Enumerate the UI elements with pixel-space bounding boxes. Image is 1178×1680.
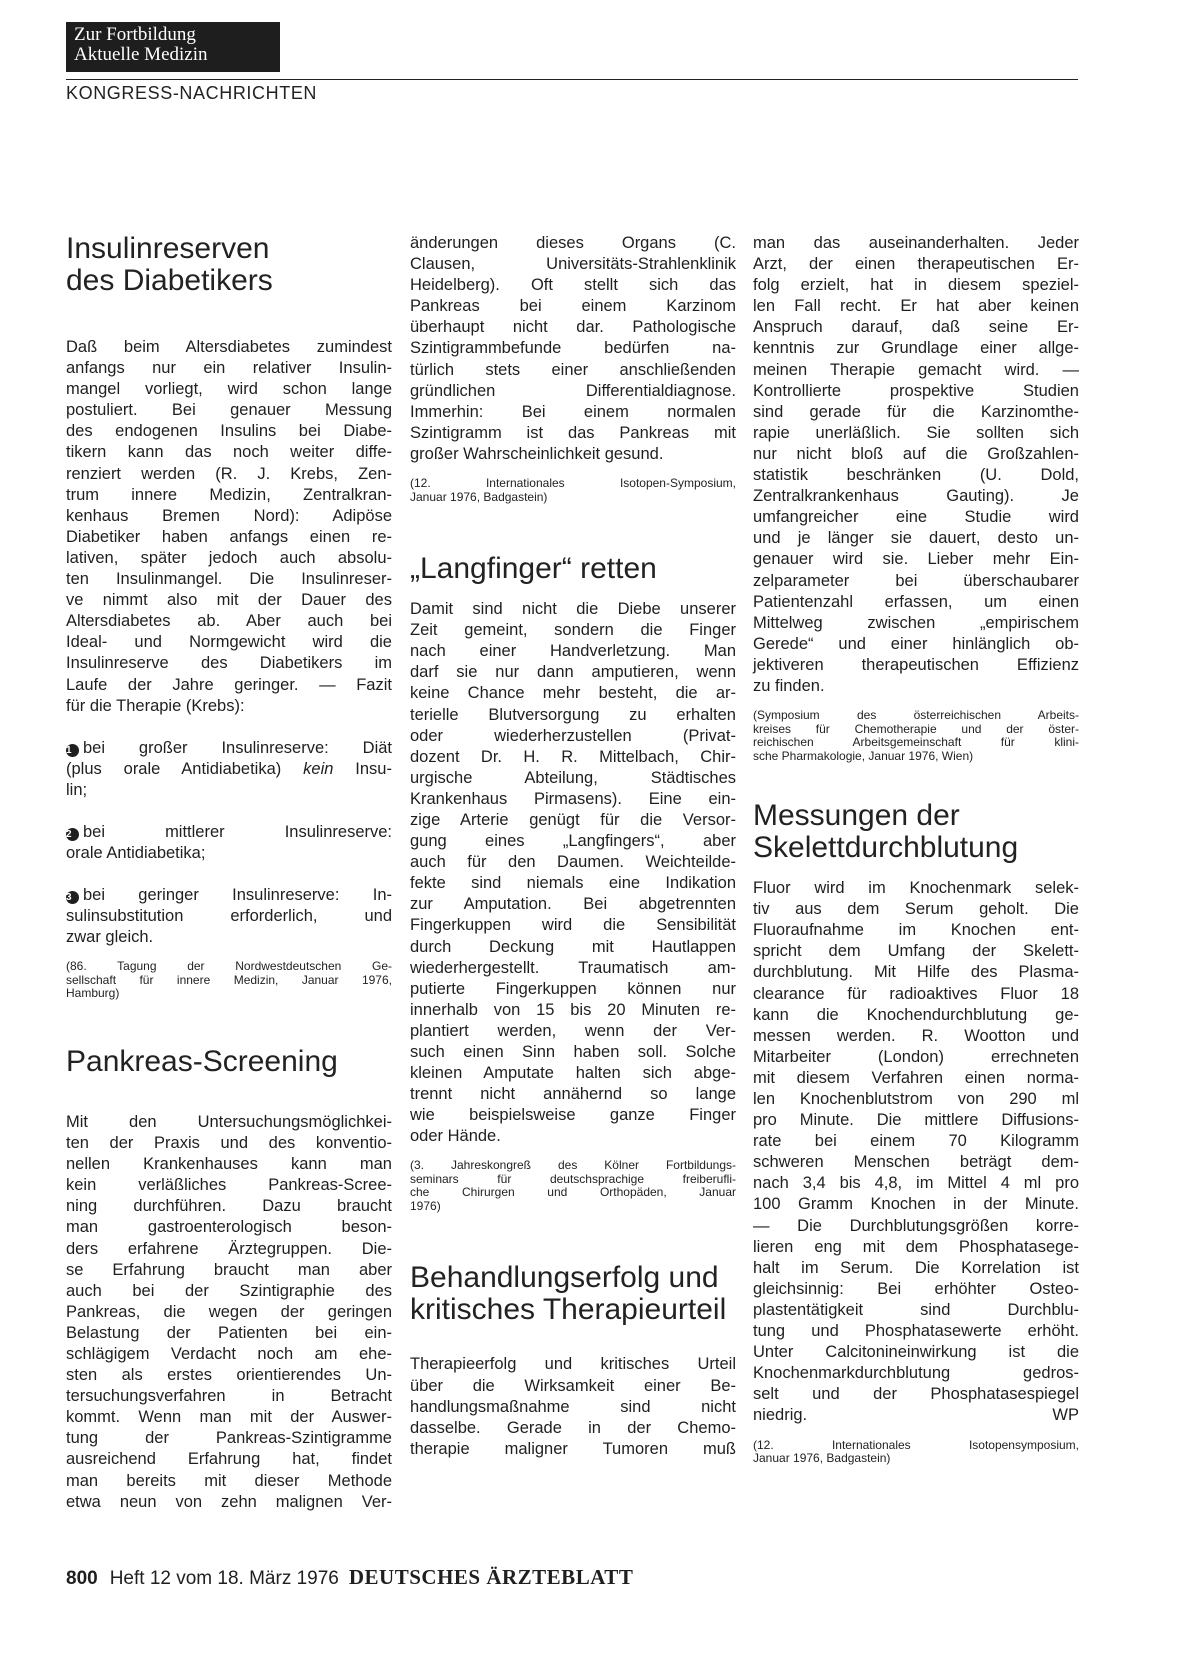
section-header-box	[66, 22, 280, 72]
text-line: kommt. Wenn man mit der Auswer-	[66, 1408, 392, 1427]
text-line: Daß beim Altersdiabetes zumindest	[66, 338, 392, 356]
text-line: Knochenmarkdurchblutung gedros-	[753, 1364, 1079, 1383]
text-line: se Erfahrung braucht man aber	[66, 1260, 392, 1279]
bullet-number-icon: 3	[66, 891, 79, 904]
text-line: rapie unerläßlich. Sie sollten sich	[753, 423, 1079, 442]
article-source	[66, 960, 392, 1001]
text-line: ausreichend Erfahrung hat, findet	[66, 1450, 392, 1469]
text-line: Zeit gemeint, sondern die Finger	[410, 621, 736, 640]
bullet-line: 2 bei mittlerer Insulinreserve:	[66, 822, 392, 841]
bullet-line: zwar gleich.	[66, 928, 154, 947]
text-line: len Knochenblutstrom von 290 ml	[753, 1090, 1079, 1108]
text-line: — Die Durchblutungsgrößen korre-	[753, 1216, 1079, 1235]
text-line: ders erfahrene Ärztegruppen. Die-	[66, 1239, 392, 1258]
bullet-line: orale Antidiabetika;	[66, 844, 206, 863]
text-line: meinen Therapie gemacht wird. —	[753, 360, 1079, 379]
bullet-line: 3 bei geringer Insulinreserve: In-	[66, 886, 392, 905]
text-line: Januar 1976, Badgastein)	[753, 1451, 891, 1465]
text-line: Therapieerfolg und kritisches Urteil	[410, 1355, 736, 1374]
column-2	[410, 233, 736, 1460]
text-line: che Chirurgen und Orthopäden, Januar	[410, 1185, 736, 1200]
text-line: tiv aus dem Serum geholt. Die	[753, 900, 1079, 919]
article-source	[410, 477, 736, 504]
text-line: genauer wird sie. Lieber mehr Ein-	[753, 550, 1079, 569]
text-line: innerhalb von 15 bis 20 Minuten re-	[410, 1000, 736, 1019]
article-paragraph	[410, 599, 736, 1147]
text-line: 100 Gramm Knochen in der Minute.	[753, 1195, 1079, 1214]
bullet-line: lin;	[66, 780, 88, 799]
text-line: seminars für deutschsprachige freiberufli-	[410, 1171, 736, 1186]
article-title	[66, 233, 392, 297]
text-line: schlägigem Verdacht noch am ehe-	[66, 1344, 392, 1363]
text-line: man bereits mit dieser Methode	[66, 1471, 392, 1490]
text-line: ten der Praxis und des konventio-	[66, 1134, 392, 1153]
header-box-line-2: Aktuelle Medizin	[74, 44, 208, 65]
bullet-number-icon: 1	[66, 744, 79, 757]
text-line: kenhaus Bremen Nord): Adipöse	[66, 506, 392, 525]
bullet-item	[66, 822, 392, 864]
text-line: über die Wirksamkeit einer Be-	[410, 1376, 736, 1395]
text-line: für die Therapie (Krebs):	[66, 696, 245, 715]
text-line: folg erzielt, hat in diesem speziel-	[753, 276, 1079, 295]
text-line: Belastung der Patienten bei ein-	[66, 1323, 392, 1342]
text-line: (12. Internationales Isotopensymposium,	[753, 1437, 1079, 1452]
text-line: Laufe der Jahre geringer. — Fazit	[66, 675, 392, 694]
text-line: Mitarbeiter (London) errechneten	[753, 1047, 1079, 1066]
column-3	[753, 233, 1079, 1466]
text-line: nach einer Handverletzung. Man	[410, 642, 736, 661]
text-line: kein verläßliches Pankreas-Scree-	[66, 1176, 392, 1195]
article-title-line: Behandlungserfolg und	[410, 1261, 719, 1295]
text-line: etwa neun von zehn malignen Ver-	[66, 1492, 392, 1511]
text-line: rate bei einem 70 Kilogramm	[753, 1132, 1079, 1151]
column-1	[66, 233, 392, 1513]
article-title: Pankreas-Screening	[66, 1044, 338, 1078]
text-line: schweren Menschen beträgt dem-	[753, 1153, 1079, 1172]
text-line: Gerede“ und einer hinlänglich ob-	[753, 634, 1079, 653]
text-line: zelparameter bei überschaubarer	[753, 571, 1079, 590]
text-line: gleichsinnig: Bei erhöhter Osteo-	[753, 1279, 1079, 1298]
bullet-line: sulinsubstitution erforderlich, und	[66, 907, 392, 926]
text-line: Fingerkuppen wird die Sensibilität	[410, 916, 736, 935]
text-line: 1976)	[410, 1198, 441, 1213]
article-paragraph	[753, 878, 1079, 1405]
text-line: halt im Serum. Die Korrelation ist	[753, 1258, 1079, 1277]
article-title	[753, 800, 1079, 864]
text-line: auch für den Daumen. Weichteilde-	[410, 853, 736, 872]
text-line: Patientenzahl erfassen, um einen	[753, 592, 1079, 611]
text-line: Januar 1976, Badgastein)	[410, 489, 548, 504]
text-line: Mit den Untersuchungsmöglichkei-	[66, 1112, 392, 1131]
text-line: Immerhin: Bei einem normalen	[410, 402, 736, 421]
text-line: tersuchungsverfahren in Betracht	[66, 1387, 392, 1406]
text-line: Zentralkrankenhaus Gauting). Je	[753, 487, 1079, 506]
text-line: selt und der Phosphatasespiegel	[753, 1385, 1079, 1404]
text-line: Szintigramm ist das Pankreas mit	[410, 423, 736, 442]
signature-row	[753, 1405, 1079, 1426]
text-line: nellen Krankenhauses kann man	[66, 1155, 392, 1174]
text-line: zu finden.	[753, 676, 825, 695]
text-line: fekte sind niemals eine Indikation	[410, 874, 736, 893]
text-line: pro Minute. Die mittlere Diffusions-	[753, 1111, 1079, 1130]
page-footer	[66, 1565, 633, 1590]
text-line: renziert werden (R. J. Krebs, Zen-	[66, 464, 392, 483]
text-line: man gastroenterologisch beson-	[66, 1218, 392, 1237]
text-line: (12. Internationales Isotopen-Symposium,	[410, 476, 736, 491]
text-line: (86. Tagung der Nordwestdeutschen Ge-	[66, 959, 392, 974]
issue-info: Heft 12 vom 18. März 1976	[109, 1568, 339, 1589]
bullet-item	[66, 885, 392, 948]
text-line: gründlichen Differentialdiagnose.	[410, 381, 736, 400]
article-paragraph	[410, 233, 736, 465]
section-label: KONGRESS-NACHRICHTEN	[66, 83, 318, 103]
text-line: plastentätigkeit sind Durchblu-	[753, 1300, 1079, 1319]
text-line: spricht dem Umfang der Skelett-	[753, 942, 1079, 961]
text-line: gung eines „Langfingers“, aber	[410, 832, 736, 851]
text-line: auch bei der Szintigraphie des	[66, 1281, 392, 1300]
text-line: Insulinreserve des Diabetikers im	[66, 654, 392, 673]
text-line: Krankenhaus Pirmasens). Eine ein-	[410, 789, 736, 808]
text-line: Anspruch darauf, daß seine Er-	[753, 318, 1079, 337]
text-line: postuliert. Bei genauer Messung	[66, 401, 392, 420]
text-line: Ideal- und Normgewicht wird die	[66, 633, 392, 652]
text-line: dozent Dr. H. R. Mittelbach, Chir-	[410, 747, 736, 766]
text-line: plantiert werden, wenn der Ver-	[410, 1021, 736, 1040]
article-title-line: Messungen der	[753, 799, 960, 833]
text-line: man das auseinanderhalten. Jeder	[753, 234, 1079, 252]
bullet-line: (plus orale Antidiabetika) kein Insu-	[66, 759, 392, 778]
bullet-line: 1 bei großer Insulinreserve: Diät	[66, 738, 392, 757]
article-source	[753, 1439, 1079, 1466]
article-title: „Langfinger“ retten	[410, 552, 657, 586]
text-line: mangel vorliegt, wird schon lange	[66, 380, 392, 399]
article-last-line: niedrig.	[753, 1406, 808, 1425]
article-title	[410, 1262, 736, 1326]
text-line: statistik beschränken (U. Dold,	[753, 466, 1079, 485]
text-line: änderungen dieses Organs (C.	[410, 234, 736, 252]
header-rule	[66, 79, 1078, 80]
text-line: umfangreicher eine Studie wird	[753, 508, 1079, 527]
text-line: und je länger sie dauert, desto un-	[753, 529, 1079, 548]
article-title-line: Skelettdurchblutung	[753, 831, 1019, 865]
text-line: dasselbe. Gerade in der Chemo-	[410, 1418, 736, 1437]
text-line: kenntnis zur Grundlage einer allge-	[753, 339, 1079, 358]
text-line: des endogenen Insulins bei Diabe-	[66, 422, 392, 441]
text-line: tung der Pankreas-Szintigramme	[66, 1429, 392, 1448]
text-line: such einen Sinn haben soll. Solche	[410, 1043, 736, 1061]
header-box-line-1: Zur Fortbildung	[74, 24, 196, 45]
text-line: ve nimmt also mit der Dauer des	[66, 591, 392, 610]
article-title-line: Insulinreserven	[66, 232, 270, 265]
text-line: trum innere Medizin, Zentralkran-	[66, 485, 392, 504]
text-line: messen werden. R. Wootton und	[753, 1026, 1079, 1045]
article-paragraph	[410, 1354, 736, 1459]
text-line: wie beispielsweise ganze Finger	[410, 1106, 736, 1125]
text-line: sche Pharmakologie, Januar 1976, Wien)	[753, 748, 974, 763]
text-line: urgische Abteilung, Städtisches	[410, 768, 736, 787]
text-line: sind gerade für die Karzinomthe-	[753, 402, 1079, 421]
text-line: reichischen Arbeitsgemeinschaft für klini-	[753, 735, 1079, 750]
text-line: handlungsmaßnahme sind nicht	[410, 1397, 736, 1416]
text-line: Szintigrammbefunde bedürfen na-	[410, 339, 736, 358]
article-title-line: kritisches Therapieurteil	[410, 1293, 727, 1327]
article-title-line: des Diabetikers	[66, 264, 273, 297]
page-number: 800	[66, 1568, 98, 1589]
text-line: wiederhergestellt. Traumatisch am-	[410, 958, 736, 977]
text-line: (Symposium des österreichischen Arbeits-	[753, 708, 1079, 723]
text-line: lieren eng mit dem Phosphatasege-	[753, 1237, 1079, 1256]
text-line: oder wiederherzustellen (Privat-	[410, 726, 736, 745]
text-line: lativen, später jedoch auch absolu-	[66, 548, 392, 567]
article-source	[410, 1159, 736, 1213]
text-line: nur nicht bloß auf die Großzahlen-	[753, 444, 1079, 463]
text-line: ten Insulinmangel. Die Insulinreser-	[66, 570, 392, 589]
text-line: kreises für Chemotherapie und der öster-	[753, 721, 1079, 736]
text-line: Fluoraufnahme im Knochen ent-	[753, 921, 1079, 940]
text-line: darf sie nur dann amputieren, wenn	[410, 663, 736, 682]
article-paragraph	[753, 233, 1079, 697]
text-line: ning durchführen. Dazu braucht	[66, 1197, 392, 1216]
text-line: oder Hände.	[410, 1127, 501, 1146]
text-line: kann die Knochendurchblutung ge-	[753, 1005, 1079, 1024]
text-line: Pankreas, die wegen der geringen	[66, 1302, 392, 1321]
text-line: durchblutung. Mit Hilfe des Plasma-	[753, 963, 1079, 982]
text-line: nach 3,4 bis 4,8, im Mittel 4 ml pro	[753, 1174, 1079, 1193]
text-line: len Fall recht. Er hat aber keinen	[753, 297, 1079, 316]
text-line: jektiveren therapeutischen Effizienz	[753, 655, 1079, 674]
text-line: sten als erstes orientierendes Un-	[66, 1366, 392, 1385]
text-line: überhaupt nicht dar. Pathologische	[410, 318, 736, 337]
text-line: durch Deckung mit Hautlappen	[410, 937, 736, 956]
text-line: Pankreas bei einem Karzinom	[410, 297, 736, 316]
text-line: türlich stets einer anschließenden	[410, 360, 736, 379]
text-line: Unter Calcitonineinwirkung ist die	[753, 1343, 1079, 1362]
text-line: großer Wahrscheinlichkeit gesund.	[410, 444, 664, 463]
journal-masthead: DEUTSCHES ÄRZTEBLATT	[348, 1565, 634, 1589]
text-line: therapie maligner Tumoren muß	[410, 1439, 736, 1458]
text-line: zige Arterie genügt für die Versor-	[410, 810, 736, 829]
text-line: terielle Blutversorgung zu erhalten	[410, 705, 736, 724]
text-line: tikern kann das noch weiter diffe-	[66, 443, 392, 462]
text-line: Hamburg)	[66, 986, 120, 1001]
bullet-item	[66, 738, 392, 801]
text-line: Mittelweg zwischen „empirischem	[753, 613, 1079, 632]
bullet-number-icon: 2	[66, 828, 79, 841]
article-source	[753, 709, 1079, 763]
text-line: Fluor wird im Knochenmark selek-	[753, 879, 1079, 898]
text-line: mit diesem Verfahren einen norma-	[753, 1068, 1079, 1087]
text-line: sellschaft für innere Medizin, Januar 1976,	[66, 972, 392, 987]
article-paragraph	[66, 1112, 392, 1513]
author-signature: WP	[1052, 1406, 1079, 1425]
text-line: trennt nicht annähernd so lange	[410, 1085, 736, 1104]
text-line: Heidelberg). Oft stellt sich das	[410, 276, 736, 295]
text-line: Kontrollierte prospektive Studien	[753, 381, 1079, 400]
text-line: anfangs nur ein relativer Insulin-	[66, 359, 392, 378]
text-line: clearance für radioaktives Fluor 18	[753, 984, 1079, 1003]
text-line: putierte Fingerkuppen können nur	[410, 979, 736, 998]
text-line: tung und Phosphatasewerte erhöht.	[753, 1322, 1079, 1341]
emphasis-text: kein	[303, 759, 334, 778]
text-line: Damit sind nicht die Diebe unserer	[410, 600, 736, 619]
text-line: keine Chance mehr besteht, die ar-	[410, 684, 736, 703]
text-line: Diabetiker haben anfangs einen re-	[66, 527, 392, 546]
text-line: Altersdiabetes ab. Aber auch bei	[66, 612, 392, 631]
text-line: Arzt, der einen therapeutischen Er-	[753, 255, 1079, 274]
text-line: Clausen, Universitäts-Strahlenklinik	[410, 255, 736, 274]
text-line: kleinen Amputate halten sich abge-	[410, 1064, 736, 1083]
text-line: (3. Jahreskongreß des Kölner Fortbildungs-	[410, 1158, 736, 1173]
article-paragraph	[66, 337, 392, 717]
text-line: zur Amputation. Bei abgetrennten	[410, 895, 736, 914]
